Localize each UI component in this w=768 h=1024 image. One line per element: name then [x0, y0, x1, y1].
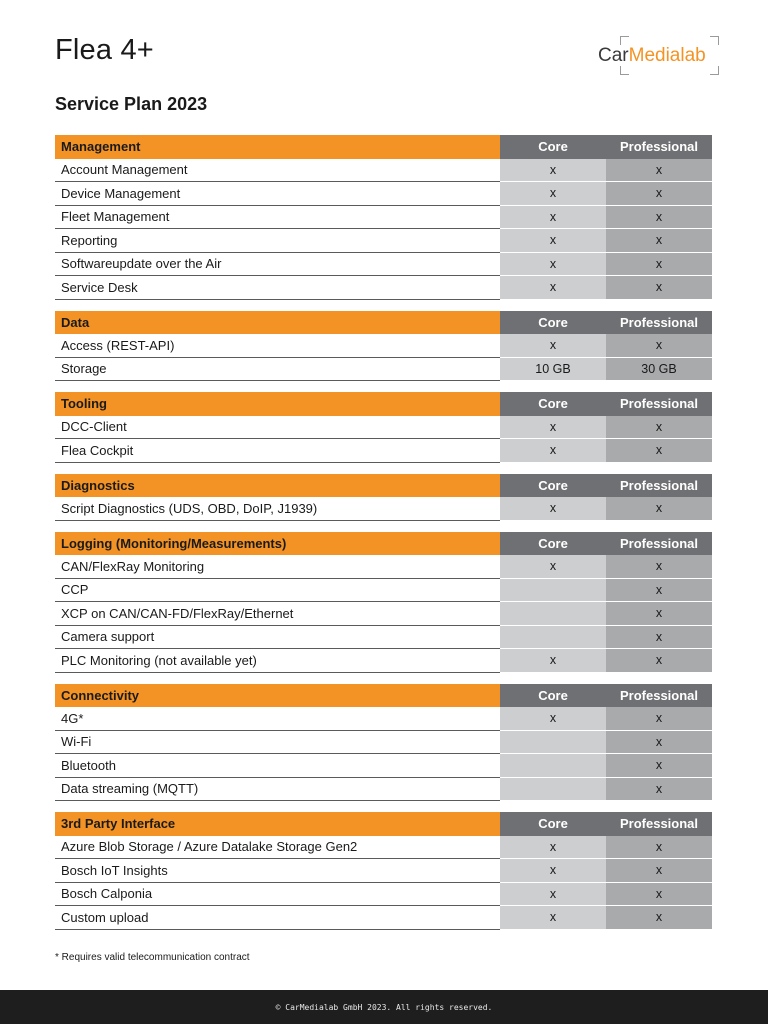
section-header-row — [55, 532, 712, 556]
table-row — [55, 358, 712, 382]
service-plan-table — [55, 135, 712, 941]
core-value: x — [500, 276, 606, 300]
core-value: x — [500, 229, 606, 253]
table-row — [55, 439, 712, 463]
core-value: x — [500, 182, 606, 206]
section-title: Data — [55, 311, 500, 335]
professional-value: x — [606, 754, 712, 778]
core-value: x — [500, 555, 606, 579]
table-row — [55, 602, 712, 626]
core-value: x — [500, 649, 606, 673]
professional-value: x — [606, 579, 712, 603]
logo-text-medialab: Medialab — [628, 45, 706, 66]
core-value — [500, 626, 606, 650]
professional-value: x — [606, 206, 712, 230]
table-row — [55, 707, 712, 731]
core-value: x — [500, 159, 606, 183]
table-row — [55, 778, 712, 802]
feature-name: Bluetooth — [55, 754, 500, 778]
professional-value: x — [606, 836, 712, 860]
feature-name: Data streaming (MQTT) — [55, 778, 500, 802]
core-value: x — [500, 334, 606, 358]
column-header-professional: Professional — [606, 684, 712, 708]
footnote: * Requires valid telecommunication contract — [55, 952, 250, 963]
page-subtitle: Service Plan 2023 — [55, 94, 208, 114]
table-row — [55, 276, 712, 300]
table-row — [55, 159, 712, 183]
core-value — [500, 778, 606, 802]
core-value: x — [500, 253, 606, 277]
feature-name: DCC-Client — [55, 416, 500, 440]
section-connectivity — [55, 684, 712, 802]
column-header-professional: Professional — [606, 474, 712, 498]
feature-name: Flea Cockpit — [55, 439, 500, 463]
professional-value: 30 GB — [606, 358, 712, 382]
core-value: 10 GB — [500, 358, 606, 382]
core-value: x — [500, 707, 606, 731]
logo-text-car: Car — [598, 45, 629, 66]
column-header-core: Core — [500, 532, 606, 556]
professional-value: x — [606, 276, 712, 300]
section-logging-monitoring-measurements — [55, 532, 712, 673]
footer — [0, 990, 768, 1024]
feature-name: Wi-Fi — [55, 731, 500, 755]
professional-value: x — [606, 649, 712, 673]
table-row — [55, 416, 712, 440]
professional-value: x — [606, 555, 712, 579]
feature-name: Custom upload — [55, 906, 500, 930]
feature-name: Fleet Management — [55, 206, 500, 230]
table-row — [55, 731, 712, 755]
professional-value: x — [606, 416, 712, 440]
section-title: 3rd Party Interface — [55, 812, 500, 836]
professional-value: x — [606, 159, 712, 183]
professional-value: x — [606, 883, 712, 907]
core-value: x — [500, 206, 606, 230]
table-row — [55, 579, 712, 603]
table-row — [55, 182, 712, 206]
professional-value: x — [606, 626, 712, 650]
professional-value: x — [606, 602, 712, 626]
feature-name: Camera support — [55, 626, 500, 650]
section-header-row — [55, 135, 712, 159]
section-header-row — [55, 812, 712, 836]
feature-name: 4G* — [55, 707, 500, 731]
professional-value: x — [606, 334, 712, 358]
feature-name: Softwareupdate over the Air — [55, 253, 500, 277]
core-value: x — [500, 836, 606, 860]
core-value: x — [500, 497, 606, 521]
core-value — [500, 602, 606, 626]
professional-value: x — [606, 497, 712, 521]
core-value — [500, 754, 606, 778]
feature-name: PLC Monitoring (not available yet) — [55, 649, 500, 673]
feature-name: XCP on CAN/CAN-FD/FlexRay/Ethernet — [55, 602, 500, 626]
professional-value: x — [606, 229, 712, 253]
feature-name: Storage — [55, 358, 500, 382]
feature-name: Script Diagnostics (UDS, OBD, DoIP, J1939) — [55, 497, 500, 521]
table-row — [55, 859, 712, 883]
feature-name: Bosch Calponia — [55, 883, 500, 907]
column-header-core: Core — [500, 135, 606, 159]
section-3rd-party-interface — [55, 812, 712, 930]
core-value: x — [500, 439, 606, 463]
column-header-professional: Professional — [606, 812, 712, 836]
section-management — [55, 135, 712, 300]
section-title: Connectivity — [55, 684, 500, 708]
table-row — [55, 253, 712, 277]
column-header-core: Core — [500, 474, 606, 498]
core-value: x — [500, 883, 606, 907]
feature-name: Device Management — [55, 182, 500, 206]
professional-value: x — [606, 439, 712, 463]
company-logo — [598, 36, 718, 76]
column-header-professional: Professional — [606, 392, 712, 416]
table-row — [55, 497, 712, 521]
feature-name: CAN/FlexRay Monitoring — [55, 555, 500, 579]
copyright-text: © CarMedialab GmbH 2023. All rights reserved. — [275, 1002, 493, 1012]
section-tooling — [55, 392, 712, 463]
table-row — [55, 883, 712, 907]
core-value: x — [500, 859, 606, 883]
feature-name: CCP — [55, 579, 500, 603]
column-header-professional: Professional — [606, 532, 712, 556]
section-title: Diagnostics — [55, 474, 500, 498]
column-header-core: Core — [500, 684, 606, 708]
column-header-core: Core — [500, 392, 606, 416]
section-title: Tooling — [55, 392, 500, 416]
section-data — [55, 311, 712, 382]
table-row — [55, 836, 712, 860]
professional-value: x — [606, 906, 712, 930]
professional-value: x — [606, 731, 712, 755]
feature-name: Azure Blob Storage / Azure Datalake Storage Gen2 — [55, 836, 500, 860]
page-title: Flea 4+ — [55, 34, 154, 66]
professional-value: x — [606, 182, 712, 206]
column-header-core: Core — [500, 311, 606, 335]
section-header-row — [55, 311, 712, 335]
table-row — [55, 906, 712, 930]
core-value: x — [500, 416, 606, 440]
table-row — [55, 206, 712, 230]
table-row — [55, 649, 712, 673]
feature-name: Reporting — [55, 229, 500, 253]
column-header-core: Core — [500, 812, 606, 836]
column-header-professional: Professional — [606, 135, 712, 159]
feature-name: Service Desk — [55, 276, 500, 300]
professional-value: x — [606, 778, 712, 802]
core-value — [500, 579, 606, 603]
section-header-row — [55, 392, 712, 416]
table-row — [55, 229, 712, 253]
table-row — [55, 626, 712, 650]
section-title: Management — [55, 135, 500, 159]
section-diagnostics — [55, 474, 712, 521]
professional-value: x — [606, 253, 712, 277]
professional-value: x — [606, 707, 712, 731]
core-value — [500, 731, 606, 755]
professional-value: x — [606, 859, 712, 883]
table-row — [55, 555, 712, 579]
feature-name: Account Management — [55, 159, 500, 183]
feature-name: Bosch IoT Insights — [55, 859, 500, 883]
column-header-professional: Professional — [606, 311, 712, 335]
section-title: Logging (Monitoring/Measurements) — [55, 532, 500, 556]
section-header-row — [55, 474, 712, 498]
table-row — [55, 334, 712, 358]
section-header-row — [55, 684, 712, 708]
table-row — [55, 754, 712, 778]
feature-name: Access (REST-API) — [55, 334, 500, 358]
core-value: x — [500, 906, 606, 930]
